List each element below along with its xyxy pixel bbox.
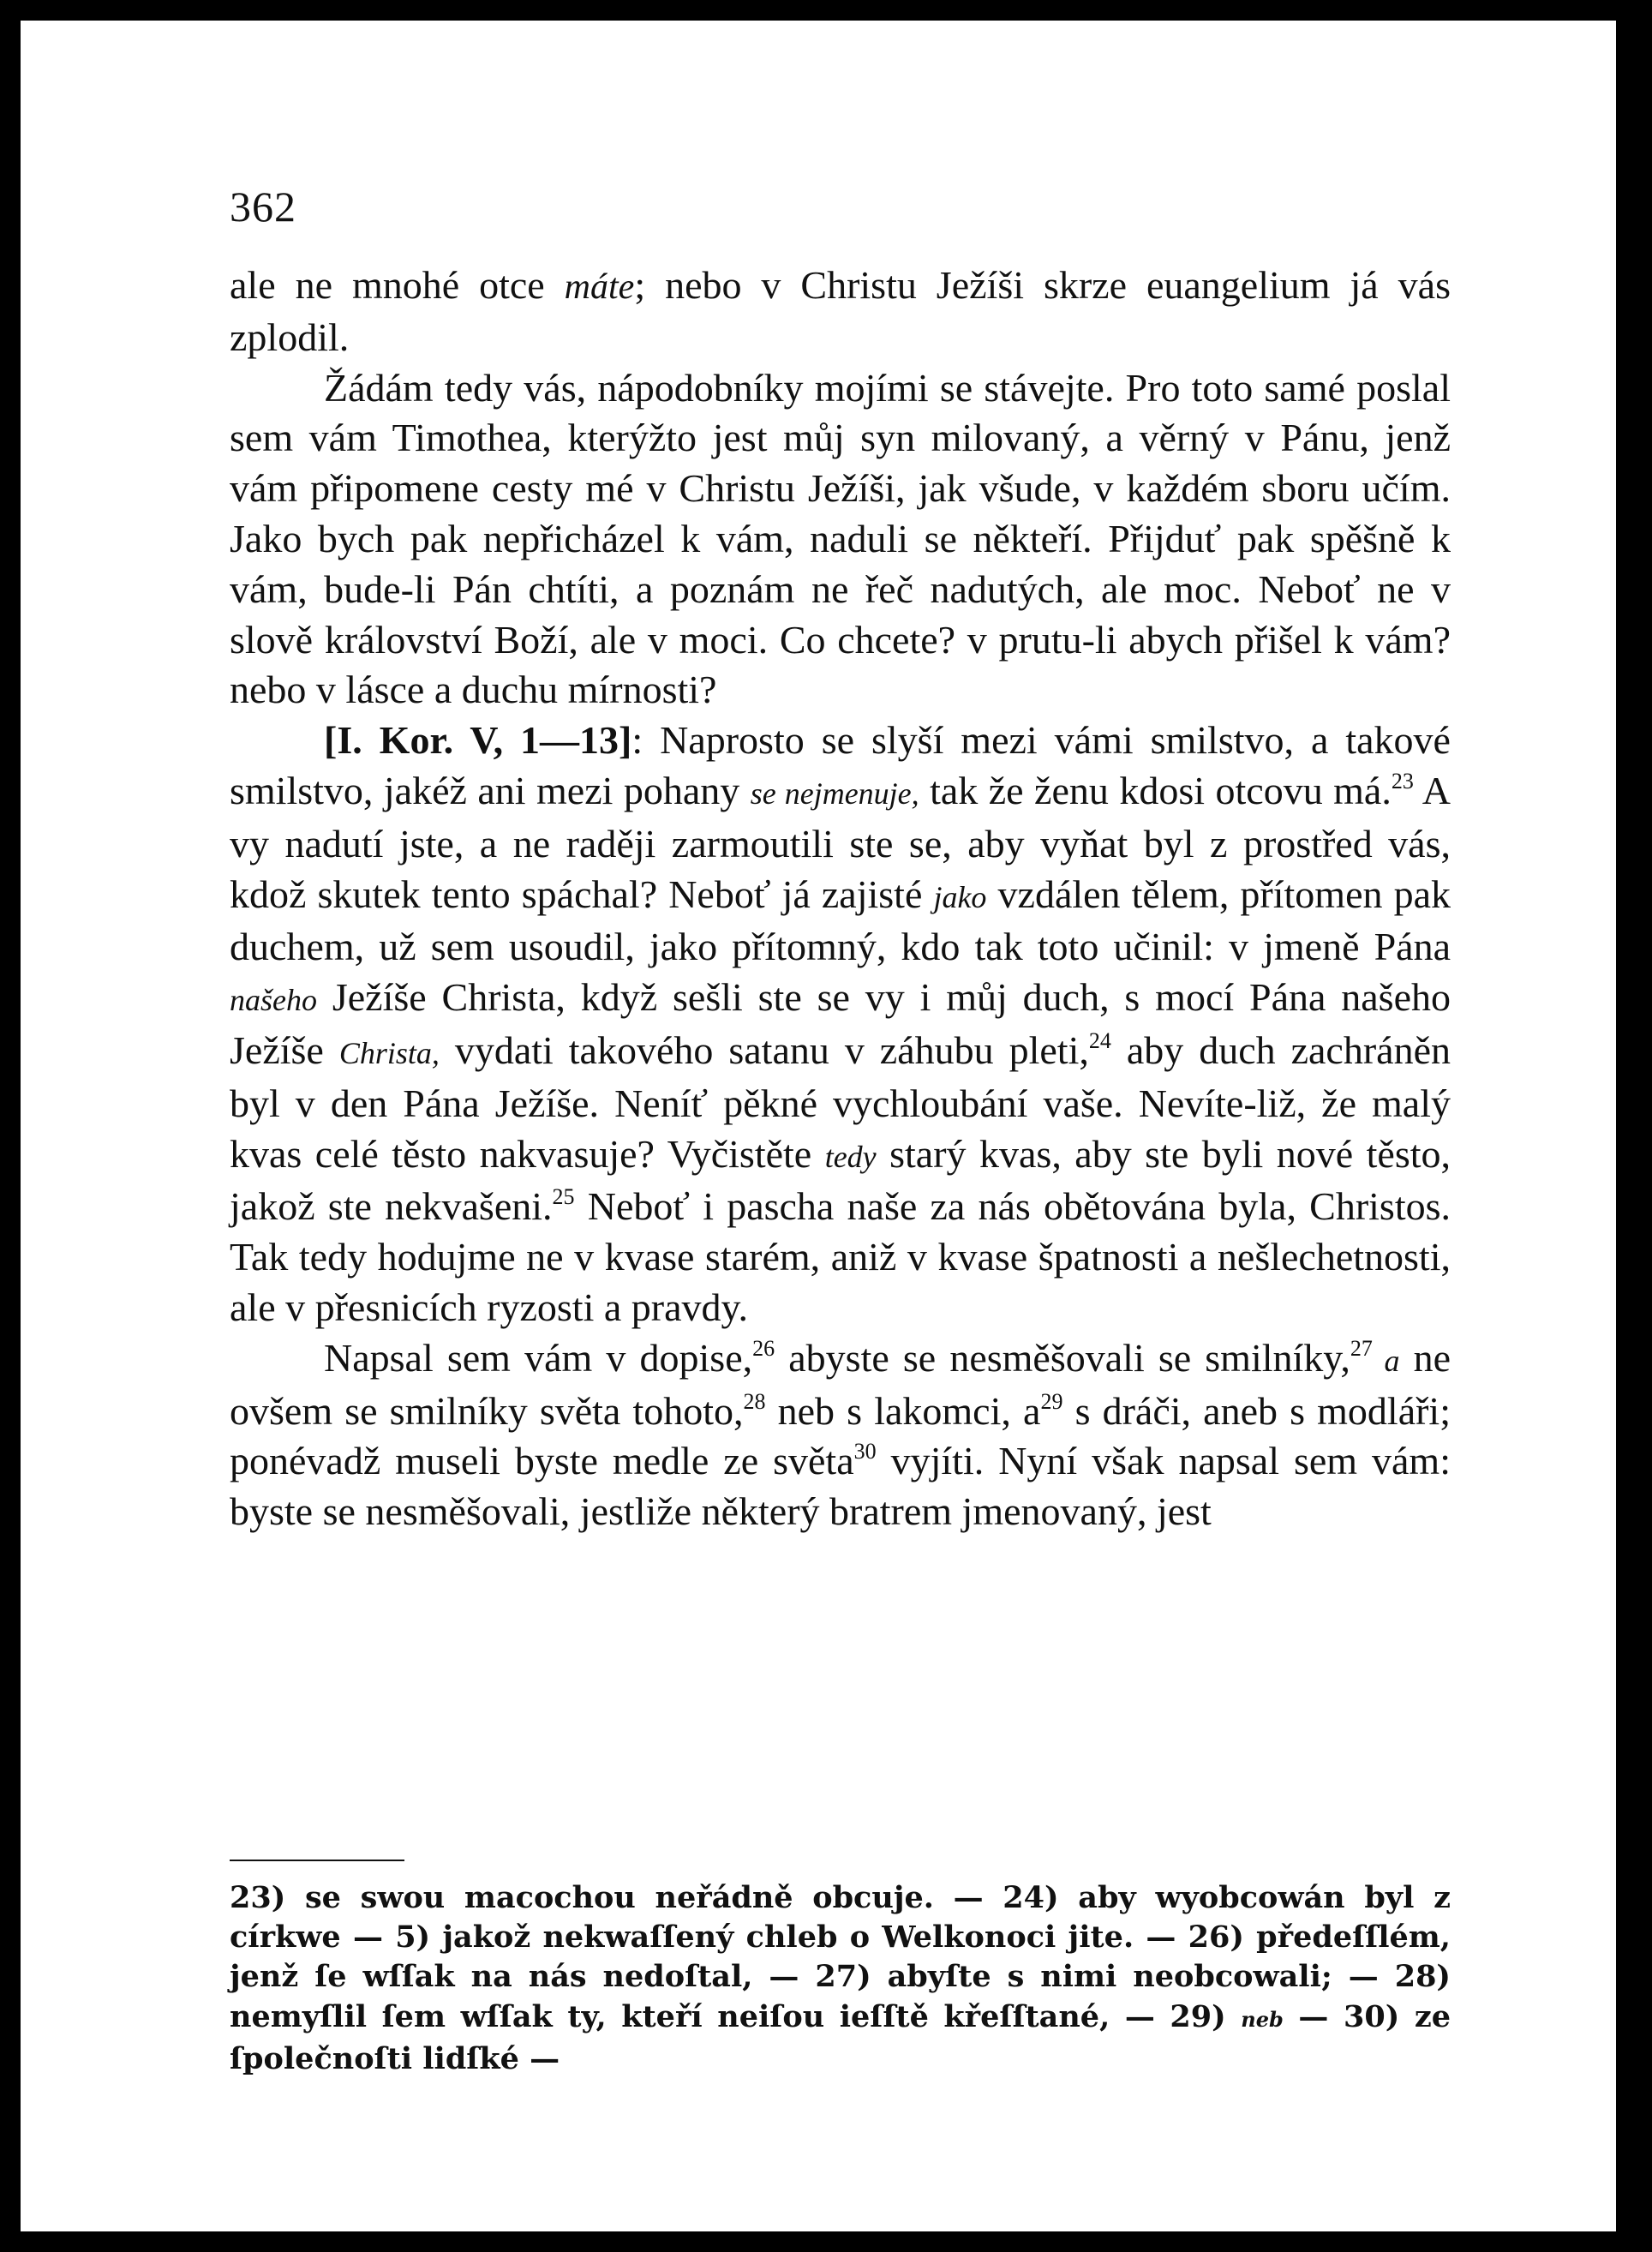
p3-italic-2: jako (933, 879, 987, 914)
book-page (21, 21, 1616, 2231)
p1-text-a: ale ne mnohé otce (230, 263, 565, 307)
scripture-reference: [I. Kor. V, 1—13] (324, 718, 632, 763)
page-number: 362 (230, 183, 296, 231)
footnote-divider (230, 1860, 404, 1861)
p3-text-e: Ježíše Christa, když sešli ste se vy i můj duch, s mocí Pána našeho Ježíše (230, 975, 1451, 1072)
main-text (230, 261, 1451, 1537)
footnote-29-neb: neb (1241, 2006, 1284, 2032)
footnote-ref-26: 26 (752, 1335, 775, 1361)
p4-italic-a: a (1372, 1343, 1400, 1378)
footnote-ref-27: 27 (1350, 1335, 1373, 1361)
footnote-ref-23: 23 (1391, 768, 1414, 794)
p3-text-b: tak že ženu kdosi otcovu má. (919, 768, 1392, 812)
footnotes-paragraph (230, 1878, 1451, 2079)
p3-text-g: aby duch zachráněn byl v den Pána Ježíše. Neníť pěkné vychloubání vaše. Nevíte-liž, že malý kvas celé těsto nakvasuje? Vyčistěte (230, 1027, 1451, 1176)
p3-italic-1: se nejmenuje, (750, 776, 919, 811)
footnote-ref-24: 24 (1088, 1027, 1111, 1053)
footnote-ref-28: 28 (743, 1388, 766, 1414)
paragraph-2: Žádám tedy vás, nápodobníky mojími se stávejte. Pro toto samé poslal sem vám Timothea, kterýžto jest můj syn milovaný, a věrný v Pánu, jenž vám připomene cesty mé v Christu Ježíši, jak všude, v každém sboru učím. Jako bych pak nepřicházel k vám, naduli se někteří. Přijduť pak spěšně k vám, bude-li Pán chtíti, a poznám ne řeč nadutých, ale moc. Neboť ne v slově království Boží, ale v moci. Co chcete? v prutu-li abych přišel k vám? nebo v lásce a duchu mírnosti? (230, 365, 1451, 712)
paragraph-3 (230, 716, 1451, 1333)
p3-text-a: : Naprosto se slyší mezi vámi smilstvo, a takové smilstvo, jakéž ani mezi pohany (230, 718, 1451, 812)
p3-text-d: vzdálen tělem, přítomen pak duchem, už sem usoudil, jako přítomný, kdo tak toto učinil: v jmeně Pána (230, 871, 1451, 969)
p1-text-b: ; nebo v Christu Ježíši skrze euangelium já vás zplodil. (230, 263, 1451, 359)
p4-text-c: ne ovšem se smilníky světa tohoto, (230, 1335, 1451, 1433)
p3-italic-5: tedy (824, 1139, 877, 1174)
p3-text-f: vydati takového satanu v záhubu pleti, (439, 1027, 1089, 1072)
footnote-ref-29: 29 (1040, 1388, 1063, 1414)
footnotes-text-b: — 30) ze ſpolečnoſti lidſké — (230, 1998, 1451, 2076)
p3-italic-4: Christa, (338, 1035, 440, 1070)
paragraph-1 (230, 261, 1451, 363)
p4-text-b: abyste se nesměšovali se smilníky, (775, 1335, 1350, 1380)
p4-text-e: s dráči, aneb s modláři; ponévadž museli byste medle ze světa (230, 1388, 1451, 1483)
footnote-ref-25: 25 (552, 1184, 575, 1210)
footnotes (230, 1878, 1451, 2079)
p3-text-c: A vy nadutí jste, a ne raději zarmoutili ste se, aby vyňat byl z prostřed vás, kdož skutek tento spáchal? Neboť já zajisté (230, 768, 1451, 916)
p3-text-h: starý kvas, aby ste byli nové těsto, jakož ste nekvašeni. (230, 1131, 1451, 1229)
p4-text-d: neb s lakomci, a (765, 1388, 1041, 1433)
p1-italic-mate: máte (564, 267, 635, 307)
p4-text-f: vyjíti. Nyní však napsal sem vám: byste se nesměšovali, jestliže některý bratrem jmenovaný, jest (230, 1439, 1451, 1534)
footnote-ref-30: 30 (853, 1439, 877, 1464)
print-speck (1131, 2146, 1143, 2154)
p3-text-i: Neboť i pascha naše za nás obětována byla, Christos. Tak tedy hodujme ne v kvase starém, aniž v kvase špatnosti a nešlechetnosti, ale v přesnicích ryzosti a pravdy. (230, 1184, 1451, 1329)
p4-text-a: Napsal sem vám v dopise, (324, 1335, 753, 1380)
paragraph-4 (230, 1333, 1451, 1537)
footnotes-text-a: 23) se swou macochou neřádně obcuje. — 24) aby wyobcowán byl z církwe — 5) jakož nekwaſſený chleb o Welkonoci jite. — 26) předeſſlém, jenž ſe wſſak na nás nedoſtal, — 27) abyſte s nimi neobcowali; — 28) nemyſlil ſem wſſak ty, kteří neiſou ieſſtě křeſſtané, — 29) (230, 1880, 1451, 2034)
p3-italic-3: našeho (230, 983, 317, 1018)
